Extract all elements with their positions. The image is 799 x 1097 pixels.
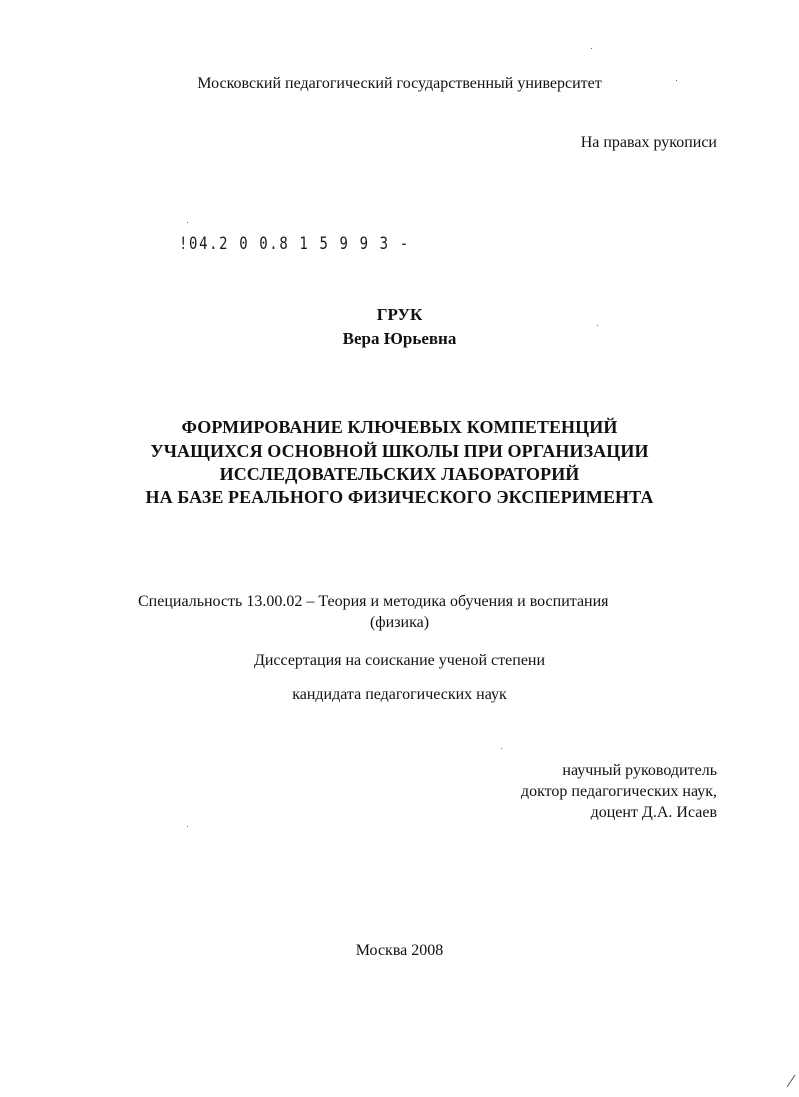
scan-speck (501, 748, 502, 749)
scan-speck (597, 325, 598, 326)
university-name: Московский педагогический государственный университет (197, 75, 602, 92)
manuscript-note: На правах рукописи (580, 134, 717, 151)
supervisor-degree: доктор педагогических наук, (520, 783, 717, 800)
title-line-2: УЧАЩИХСЯ ОСНОВНОЙ ШКОЛЫ ПРИ ОРГАНИЗАЦИИ (150, 441, 649, 461)
scan-speck (187, 826, 188, 827)
specialty-line-1: Специальность 13.00.02 – Теория и методика обучения и воспитания (138, 593, 609, 610)
author-surname: ГРУК (376, 305, 423, 324)
degree-line-1: Диссертация на соискание ученой степени (253, 652, 546, 669)
title-line-1: ФОРМИРОВАНИЕ КЛЮЧЕВЫХ КОМПЕТЕНЦИЙ (181, 417, 618, 437)
scan-speck (676, 80, 677, 81)
supervisor-role: научный руководитель (562, 762, 717, 779)
title-line-4: НА БАЗЕ РЕАЛЬНОГО ФИЗИЧЕСКОГО ЭКСПЕРИМЕНТА (145, 487, 654, 507)
scan-speck (187, 222, 188, 223)
scan-speck (591, 48, 592, 49)
specialty-line-2: (физика) (369, 614, 430, 631)
city-year: Москва 2008 (355, 942, 444, 959)
supervisor-name: доцент Д.А. Исаев (590, 804, 717, 821)
registry-stamp-number: !04.2 0 0.8 1 5 9 9 3 - (179, 234, 410, 254)
author-given-names: Вера Юрьевна (342, 329, 457, 348)
title-line-3: ИССЛЕДОВАТЕЛЬСКИХ ЛАБОРАТОРИЙ (219, 464, 580, 484)
degree-line-2: кандидата педагогических наук (292, 686, 507, 703)
pen-mark-icon (786, 1074, 796, 1088)
